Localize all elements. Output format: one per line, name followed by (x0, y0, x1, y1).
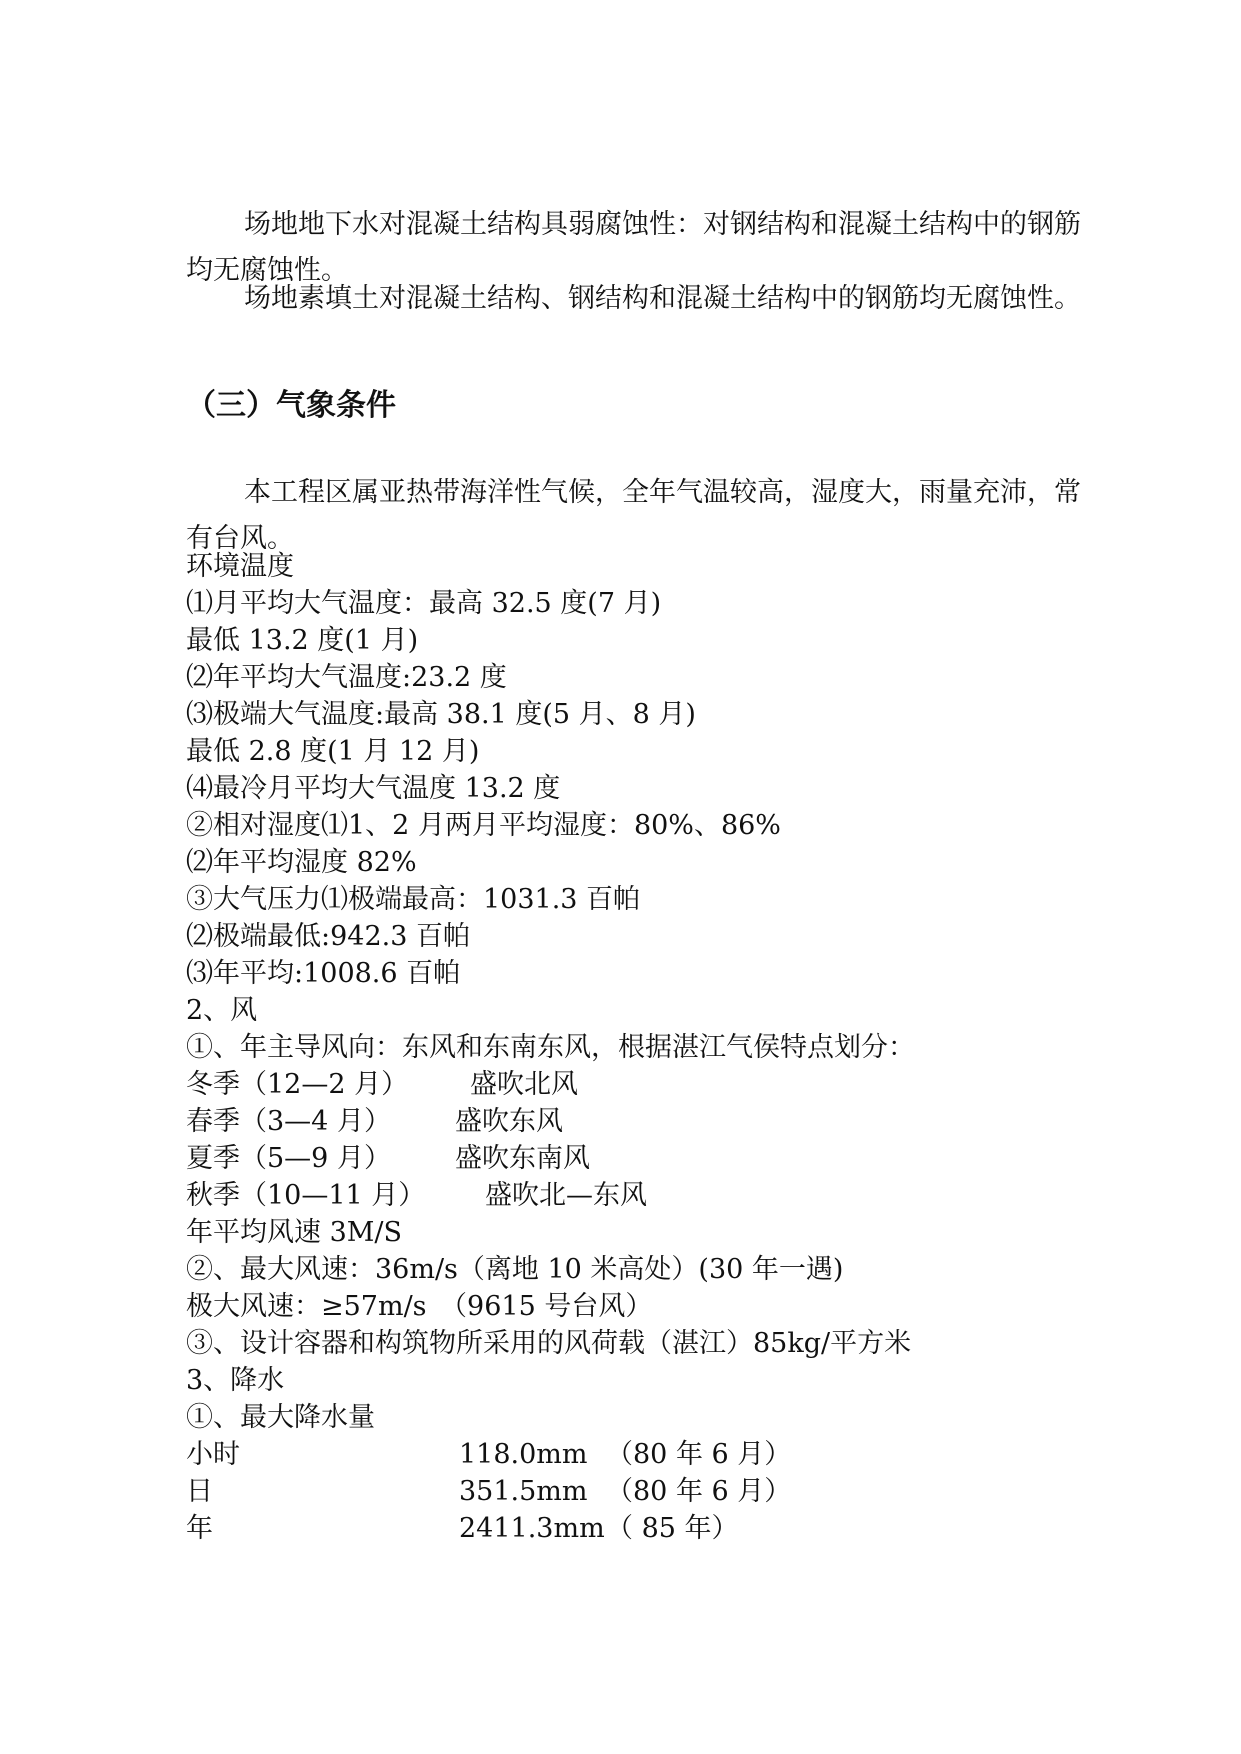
rain-amount: 351.5mm (459, 1476, 588, 1507)
rain-amount: 2411.3mm (459, 1513, 605, 1544)
section-heading: （三）气象条件 (186, 388, 396, 423)
rain-period: 小时 (186, 1439, 240, 1470)
line-pressure-2: ⑵极端最低:942.3 百帕 (186, 921, 470, 952)
season-wind: 盛吹北—东风 (485, 1180, 647, 1211)
rain-period: 年 (186, 1513, 213, 1544)
line-temp-3b: 最低 2.8 度(1 月 12 月) (186, 736, 480, 767)
line-wind-title: 2、风 (186, 995, 258, 1026)
rain-amount: 118.0mm (459, 1439, 588, 1470)
season-name: 秋季（10—11 月） (186, 1180, 426, 1211)
line-wind-1: ①、年主导风向：东风和东南东风，根据湛江气侯特点划分： (186, 1032, 915, 1063)
line-temp-4: ⑷最冷月平均大气温度 13.2 度 (186, 773, 561, 804)
line-wind-avg: 年平均风速 3M/S (186, 1217, 402, 1248)
line-humidity-1: ②相对湿度⑴1、2 月两月平均湿度：80%、86% (186, 810, 781, 841)
rain-date: （80 年 6 月） (606, 1439, 792, 1470)
line-rain-title: 3、降水 (186, 1365, 285, 1396)
season-row (186, 1177, 647, 1214)
season-row (186, 1140, 590, 1177)
line-temp-3: ⑶极端大气温度:最高 38.1 度(5 月、8 月) (186, 699, 696, 730)
line-temp-1: ⑴月平均大气温度：最高 32.5 度(7 月) (186, 588, 662, 619)
rain-row (186, 1473, 792, 1510)
line-env-temp: 环境温度 (186, 551, 294, 582)
line-wind-3: 极大风速：≥57m/s （9615 号台风） (186, 1291, 653, 1322)
paragraph-climate: 本工程区属亚热带海洋性气候，全年气温较高，湿度大，雨量充沛，常有台风。 (186, 477, 1081, 554)
rain-date: （ 85 年） (606, 1513, 739, 1544)
season-row (186, 1103, 563, 1140)
line-wind-4: ③、设计容器和构筑物所采用的风荷载（湛江）85kg/平方米 (186, 1328, 912, 1359)
paragraph-groundwater: 场地地下水对混凝土结构具弱腐蚀性：对钢结构和混凝土结构中的钢筋均无腐蚀性。 (186, 209, 1081, 286)
line-wind-2: ②、最大风速：36m/s（离地 10 米高处）(30 年一遇) (186, 1254, 844, 1285)
line-rain-1: ①、最大降水量 (186, 1402, 375, 1433)
season-row (186, 1066, 578, 1103)
line-temp-2: ⑵年平均大气温度:23.2 度 (186, 662, 507, 693)
season-wind: 盛吹北风 (470, 1069, 578, 1100)
paragraph-fill-soil: 场地素填土对混凝土结构、钢结构和混凝土结构中的钢筋均无腐蚀性。 (244, 283, 1081, 314)
season-name: 春季（3—4 月） (186, 1106, 391, 1137)
line-pressure-1: ③大气压力⑴极端最高：1031.3 百帕 (186, 884, 641, 915)
season-name: 夏季（5—9 月） (186, 1143, 391, 1174)
season-name: 冬季（12—2 月） (186, 1069, 409, 1100)
season-wind: 盛吹东南风 (455, 1143, 590, 1174)
rain-period: 日 (186, 1476, 213, 1507)
season-wind: 盛吹东风 (455, 1106, 563, 1137)
line-temp-1b: 最低 13.2 度(1 月) (186, 625, 419, 656)
rain-date: （80 年 6 月） (606, 1476, 792, 1507)
line-humidity-2: ⑵年平均湿度 82% (186, 847, 417, 878)
rain-row (186, 1436, 792, 1473)
rain-row (186, 1510, 739, 1547)
line-pressure-3: ⑶年平均:1008.6 百帕 (186, 958, 461, 989)
